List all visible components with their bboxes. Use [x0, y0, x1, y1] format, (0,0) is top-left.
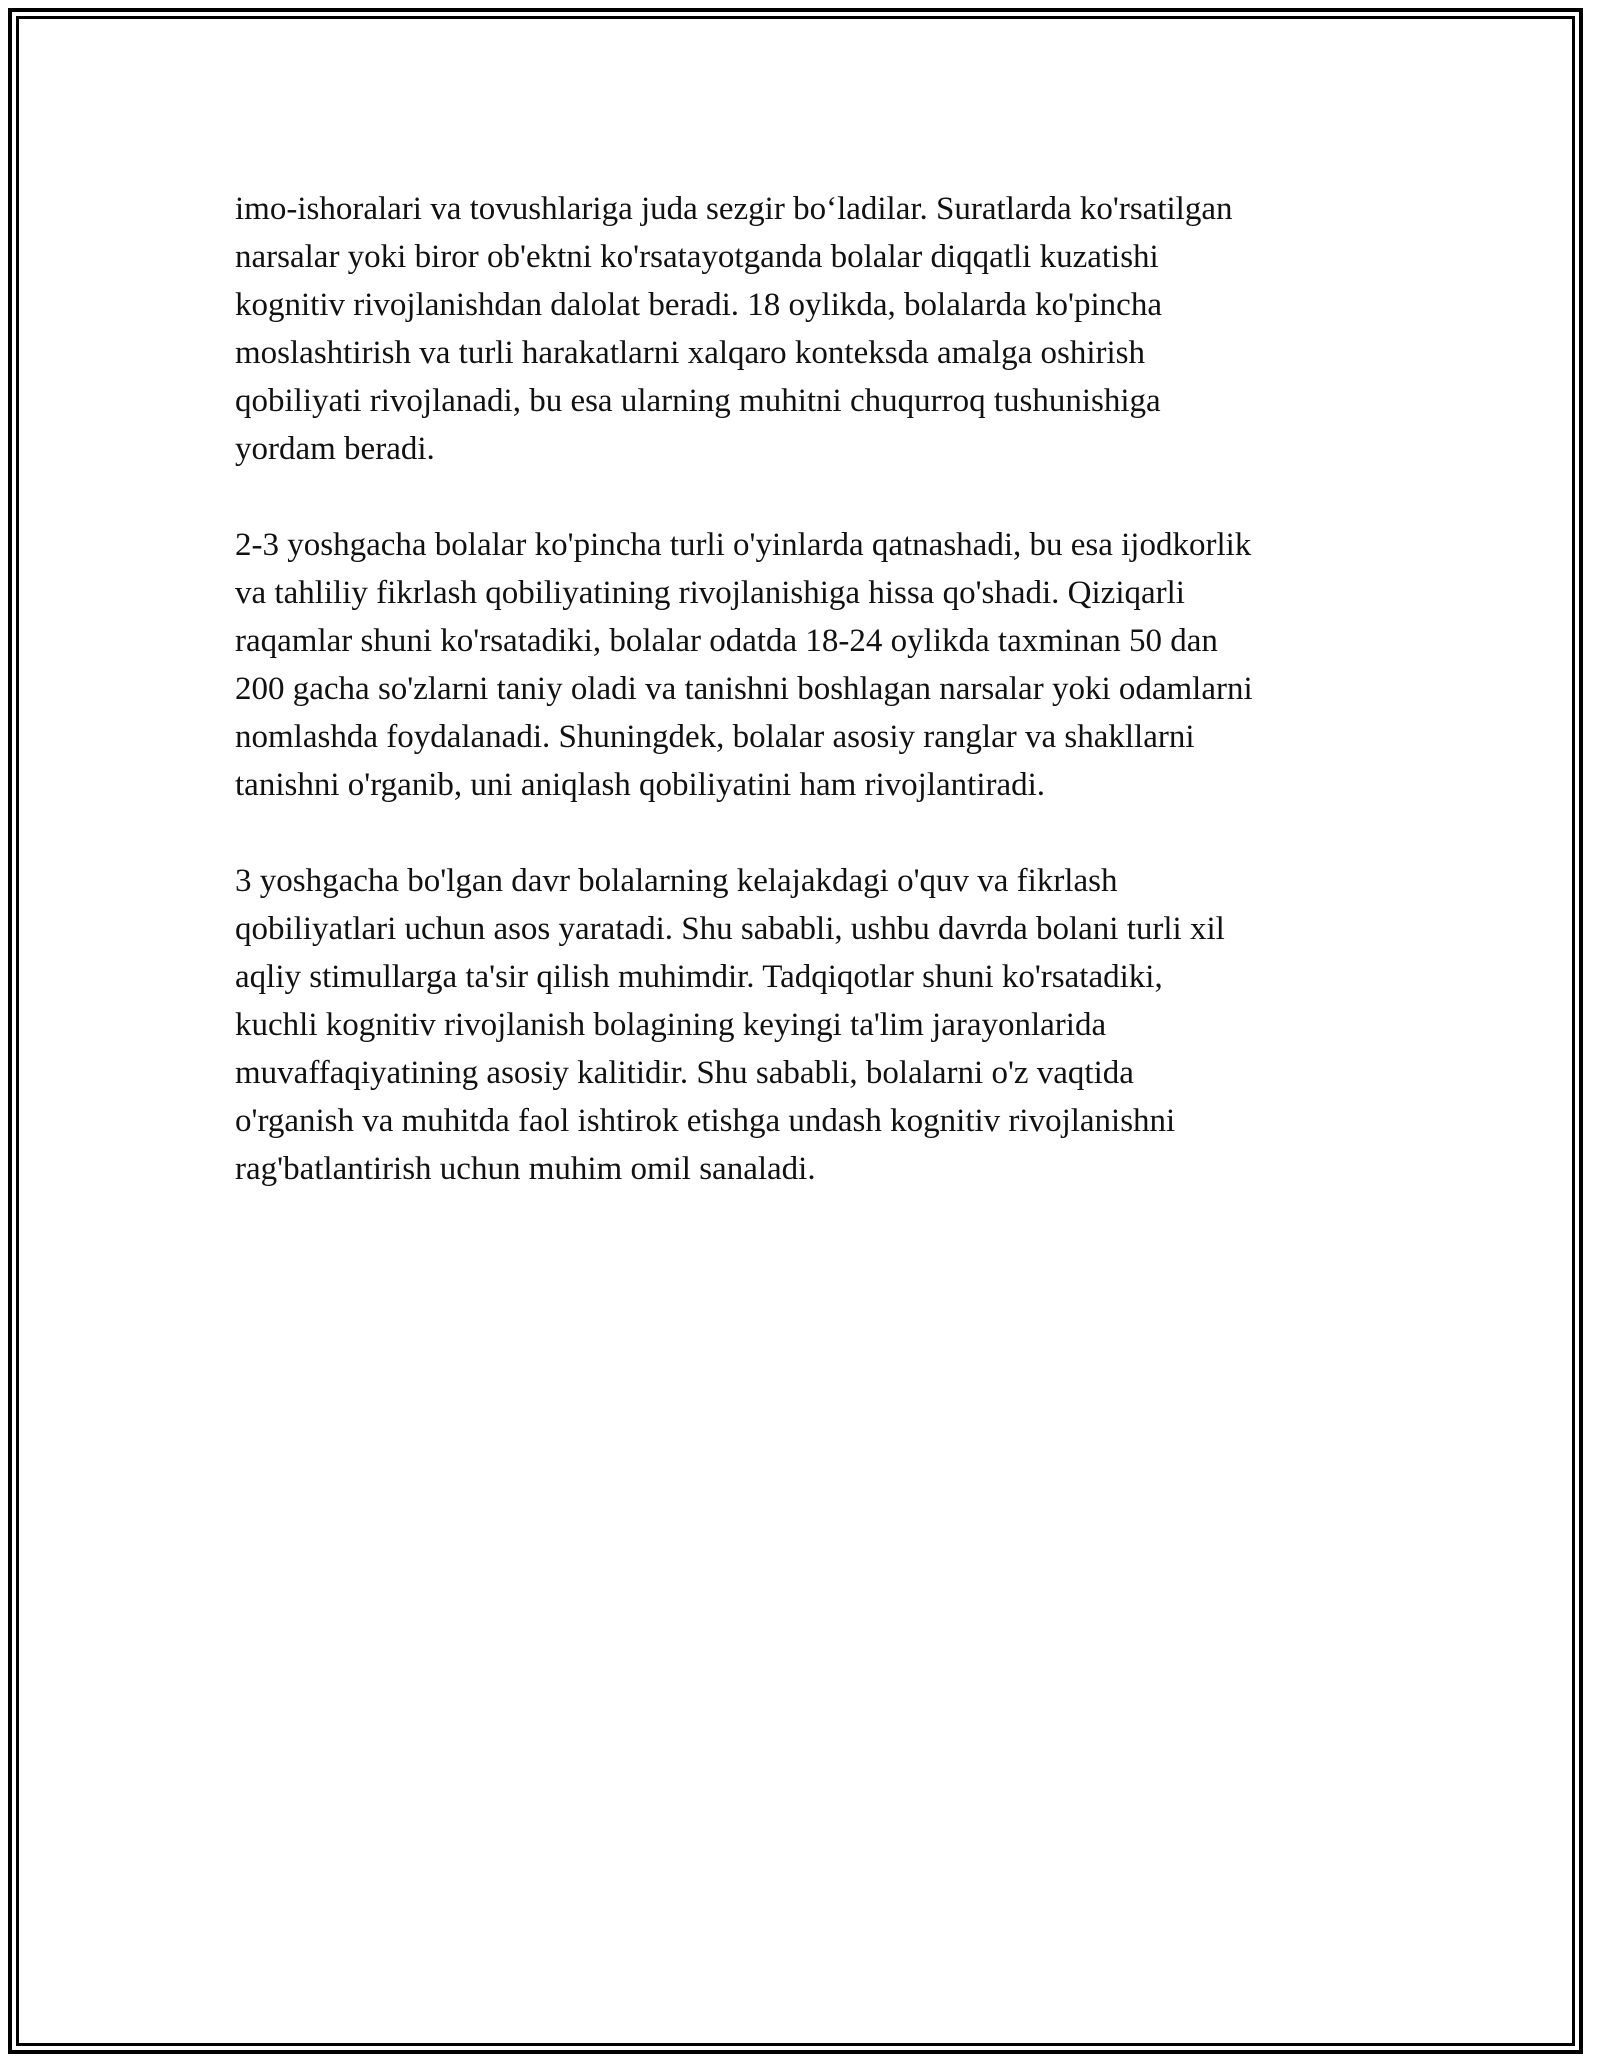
text-line: o'rganish va muhitda faol ishtirok etishga undash kognitiv rivojlanishni [235, 1103, 1176, 1139]
paragraph-2 [235, 521, 1375, 809]
text-line: va tahliliy fikrlash qobiliyatining rivojlanishiga hissa qo'shadi. Qiziqarli [235, 575, 1185, 611]
text-line: rag'batlantirish uchun muhim omil sanaladi. [235, 1151, 816, 1187]
paragraph-3 [235, 857, 1375, 1193]
text-line: muvaffaqiyatining asosiy kalitidir. Shu sababli, bolalarni o'z vaqtida [235, 1055, 1134, 1091]
document-body [235, 185, 1375, 1241]
text-line: imo-ishoralari va tovushlariga juda sezgir bo‘ladilar. Suratlarda ko'rsatilgan [235, 191, 1233, 227]
text-line: 3 yoshgacha bo'lgan davr bolalarning kelajakdagi o'quv va fikrlash [235, 863, 1118, 899]
text-line: 2-3 yoshgacha bolalar ko'pincha turli o'yinlarda qatnashadi, bu esa ijodkorlik [235, 527, 1252, 563]
text-line: narsalar yoki biror ob'ektni ko'rsatayotganda bolalar diqqatli kuzatishi [235, 239, 1159, 275]
text-line: kognitiv rivojlanishdan dalolat beradi. 18 oylikda, bolalarda ko'pincha [235, 287, 1162, 323]
text-line: qobiliyati rivojlanadi, bu esa ularning muhitni chuqurroq tushunishiga [235, 383, 1161, 419]
text-line: nomlashda foydalanadi. Shuningdek, bolalar asosiy ranglar va shakllarni [235, 719, 1195, 755]
text-line: tanishni o'rganib, uni aniqlash qobiliyatini ham rivojlantiradi. [235, 767, 1046, 803]
text-line: kuchli kognitiv rivojlanish bolagining keyingi ta'lim jarayonlarida [235, 1007, 1107, 1043]
text-line: 200 gacha so'zlarni taniy oladi va tanishni boshlagan narsalar yoki odamlarni [235, 671, 1253, 707]
text-line: yordam beradi. [235, 431, 435, 467]
text-line: aqliy stimullarga ta'sir qilish muhimdir. Tadqiqotlar shuni ko'rsatadiki, [235, 959, 1163, 995]
text-line: moslashtirish va turli harakatlarni xalqaro konteksda amalga oshirish [235, 335, 1146, 371]
paragraph-1 [235, 185, 1375, 473]
text-line: raqamlar shuni ko'rsatadiki, bolalar odatda 18-24 oylikda taxminan 50 dan [235, 623, 1218, 659]
text-line: qobiliyatlari uchun asos yaratadi. Shu sababli, ushbu davrda bolani turli xil [235, 911, 1225, 947]
